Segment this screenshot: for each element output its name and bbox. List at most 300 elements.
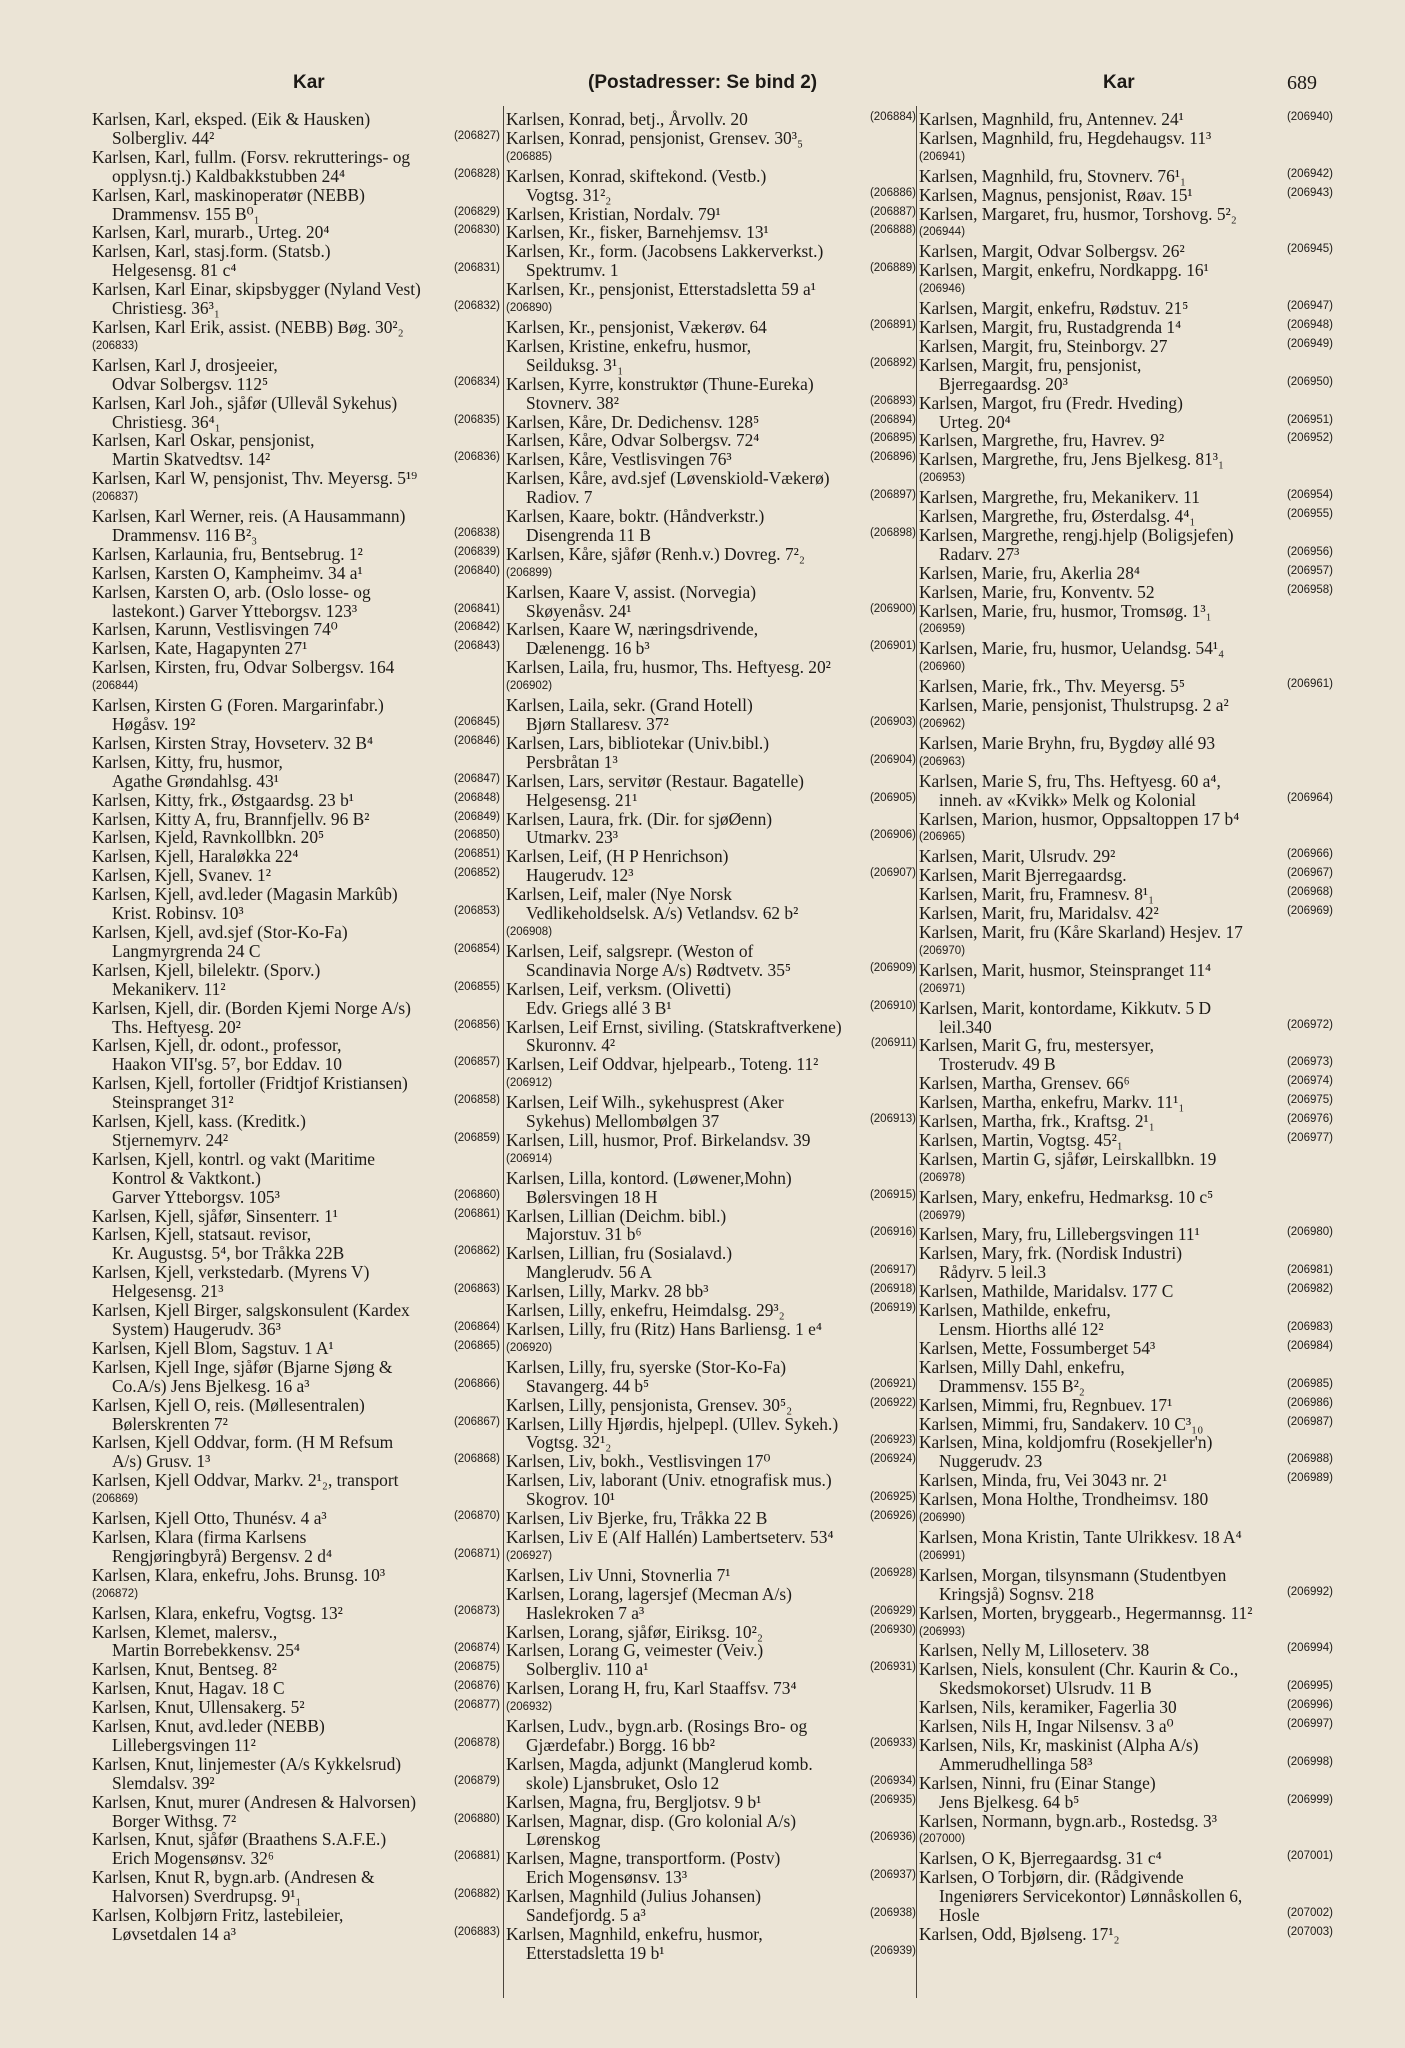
directory-entry (506, 469, 916, 507)
entry-number: (206999) (1286, 1793, 1333, 1806)
directory-column-1 (92, 110, 500, 1990)
entry-line: Karlsen, Magnhild, fru, Antennev. 24¹ (919, 110, 1184, 129)
directory-entry (506, 1207, 916, 1245)
entry-line: Karlsen, Magnhild, fru, Stovnerv. 76¹₁ (919, 165, 1187, 186)
entry-number: (206841) (453, 602, 500, 615)
entry-line: Løvsetdalen 14 a³ (112, 1924, 237, 1944)
entry-number: (206864) (453, 1321, 500, 1333)
entry-line: Karlsen, Kjell, dir. (Borden Kjemi Norge A/s) (92, 997, 411, 1018)
entry-line: Karlsen, Liv, bokh., Vestlisvingen 17⁰ (506, 1451, 771, 1472)
entry-line: Karlsen, Mona Holthe, Trondheimsv. 180 (919, 1489, 1209, 1510)
directory-entry (506, 847, 916, 885)
entry-line: Seilduksg. 3¹₁ (526, 354, 624, 375)
entry-number: (206874) (453, 1642, 500, 1655)
entry-number: (206928) (869, 1566, 916, 1579)
entry-number: (206848) (453, 791, 500, 804)
entry-line: Karlsen, Margit, enkefru, Rødstuv. 21⁵ (919, 298, 1189, 319)
entry-number: (206878) (453, 1736, 500, 1749)
entry-line: Karlsen, Kjell Oddvar, Markv. 2¹₂, transport (92, 1470, 399, 1491)
entry-number: (206973) (1286, 1056, 1333, 1069)
entry-line: Karlsen, Magna, fru, Bergljotsv. 9 b¹ (506, 1791, 762, 1812)
entry-line: Sykehus) Mellombølgen 37 (526, 1111, 720, 1132)
entry-line: Haugerudv. 12³ (526, 865, 634, 886)
directory-entry (919, 1849, 1333, 1868)
directory-entry (92, 1225, 500, 1263)
entry-line: Disengrenda 11 B (526, 524, 651, 545)
directory-entry (92, 1528, 500, 1566)
entry-line: Karlsen, Mary, fru, Lillebergsvingen 11¹ (919, 1224, 1200, 1245)
directory-entry (919, 431, 1333, 450)
entry-line: Karlsen, Karsten O, arb. (Oslo losse- og (92, 581, 371, 602)
entry-line: Karlsen, Knut, Bentseg. 8² (92, 1659, 277, 1680)
entry-number: (206875) (453, 1661, 500, 1674)
entry-number: (206886) (869, 186, 916, 199)
directory-entry (92, 866, 500, 885)
entry-number: (206946) (919, 283, 966, 296)
entry-line: Karlsen, Kristian, Nordalv. 79¹ (506, 203, 721, 224)
entry-line: Slemdalsv. 39² (112, 1772, 215, 1793)
entry-line: Bølerskrenten 7² (112, 1413, 228, 1434)
entry-line: Karlsen, Marit, fru, Framnesv. 8¹₁ (919, 884, 1155, 905)
entry-line: Jens Bjelkesg. 64 b⁵ (939, 1791, 1080, 1812)
directory-entry (919, 1717, 1333, 1736)
entry-number: (206858) (453, 1094, 500, 1107)
directory-entry (92, 242, 500, 280)
entry-number: (206849) (453, 810, 500, 823)
entry-line: Erich Mogensønsv. 32⁶ (112, 1848, 274, 1869)
entry-number: (206989) (1286, 1472, 1333, 1485)
directory-entry (506, 885, 916, 942)
entry-line: Karlsen, Kjell, Svanev. 1² (92, 865, 271, 886)
directory-entry (506, 167, 916, 205)
entry-line: Karlsen, Karl Werner, reis. (A Hausammann) (92, 506, 406, 527)
entry-number: (206881) (453, 1850, 500, 1863)
entry-line: Spektrumv. 1 (526, 260, 619, 281)
entry-line: Karlsen, Kåre, sjåfør (Renh.v.) Dovreg. 7²₂ (506, 543, 805, 564)
entry-line: Karlsen, Marie, fru, husmor, Uelandsg. 54¹₄ (919, 638, 1225, 659)
entry-line: Karlsen, Karsten O, Kampheimv. 34 a¹ (92, 562, 363, 583)
entry-number: (206862) (453, 1245, 500, 1258)
entry-line: Karlsen, Magnhild (Julius Johansen) (506, 1886, 762, 1907)
entry-line: Karlsen, Margot, fru (Fredr. Hveding) (919, 392, 1183, 413)
entry-number: (206942) (1286, 167, 1333, 180)
directory-entry (919, 1868, 1333, 1925)
entry-number: (206833) (92, 339, 139, 352)
entry-number: (206914) (506, 1152, 553, 1165)
directory-entry (506, 810, 916, 848)
entry-number: (206922) (869, 1396, 916, 1409)
entry-number: (206869) (92, 1493, 139, 1506)
directory-entry (92, 1679, 500, 1698)
directory-entry (506, 280, 916, 318)
entry-number: (206909) (869, 961, 916, 974)
entry-line: inneh. av «Kvikk» Melk og Kolonial (939, 789, 1196, 810)
entry-number: (207003) (1286, 1926, 1333, 1938)
directory-entry (919, 507, 1333, 526)
entry-line: Karlsen, Kolbjørn Fritz, lastebileier, (92, 1905, 344, 1926)
entry-number: (206842) (453, 621, 500, 634)
directory-entry (506, 696, 916, 734)
entry-number: (206960) (919, 661, 966, 674)
directory-entry (919, 356, 1333, 394)
entry-line: Christiesg. 36⁴₁ (112, 411, 221, 432)
entry-number: (206866) (453, 1377, 500, 1390)
entry-line: Karlsen, Kirsten Stray, Hovseterv. 32 B⁴ (92, 732, 374, 753)
directory-entry (506, 545, 916, 583)
entry-line: Karlsen, Marit G, fru, mestersyer, (919, 1035, 1154, 1056)
entry-number: (206968) (1286, 886, 1333, 899)
entry-line: Karlsen, Leif, salgsrepr. (Weston of (506, 940, 754, 961)
entry-line: Karlsen, Marit, Ulsrudv. 29² (919, 846, 1116, 867)
directory-entry (92, 1717, 500, 1755)
entry-line: Etterstadsletta 19 b¹ (526, 1942, 665, 1963)
entry-line: Karlsen, Kaare W, næringsdrivende, (506, 619, 759, 640)
entry-number: (206945) (1286, 243, 1333, 256)
entry-line: Karlsen, Morten, bryggearb., Hegermannsg. 11² (919, 1602, 1253, 1623)
entry-number: (207000) (919, 1833, 966, 1846)
directory-entry (92, 1793, 500, 1831)
directory-entry (506, 1887, 916, 1925)
entry-number: (206925) (869, 1491, 916, 1504)
entry-number: (206895) (869, 432, 916, 445)
directory-entry (506, 337, 916, 375)
entry-line: Karlsen, Nelly M, Lilloseterv. 38 (919, 1640, 1150, 1661)
directory-entry (506, 1320, 916, 1358)
entry-line: Karlsen, Kr., pensjonist, Vækerøv. 64 (506, 316, 767, 337)
entry-number: (206944) (919, 226, 966, 239)
entry-line: Karlsen, Kjell Blom, Sagstuv. 1 A¹ (92, 1337, 334, 1358)
directory-entry (919, 394, 1333, 432)
entry-number: (206871) (453, 1547, 500, 1560)
entry-number: (206830) (453, 224, 500, 237)
entry-line: Karlsen, Magnhild, enkefru, husmor, (506, 1924, 763, 1944)
entry-line: Karlsen, Leif, verksm. (Olivetti) (506, 978, 732, 999)
entry-number: (206844) (92, 680, 139, 693)
directory-entry (506, 413, 916, 432)
entry-line: Karlsen, Lars, bibliotekar (Univ.bibl.) (506, 732, 770, 753)
entry-line: Helgesensg. 81 c⁴ (112, 260, 237, 281)
entry-line: Karlsen, Laila, fru, husmor, Ths. Heftyesg. 20² (506, 657, 831, 678)
entry-line: Karlsen, Mona Kristin, Tante Ulrikkesv. 18 A⁴ (919, 1526, 1242, 1547)
entry-line: Karlsen, Odd, Bjølseng. 17¹₂ (919, 1924, 1120, 1944)
entry-line: Mekanikerv. 11² (112, 978, 226, 999)
directory-entry (919, 1774, 1333, 1812)
entry-line: Utmarkv. 23³ (526, 827, 618, 848)
directory-entry (92, 847, 500, 866)
directory-entry (919, 1188, 1333, 1226)
entry-number: (206952) (1286, 432, 1333, 445)
entry-number: (206877) (453, 1699, 500, 1712)
entry-number: (206896) (869, 451, 916, 464)
directory-entry (506, 431, 916, 450)
entry-number: (206927) (506, 1549, 553, 1562)
directory-entry (919, 1036, 1333, 1074)
entry-line: Karlsen, Margit, fru, pensjonist, (919, 354, 1142, 375)
directory-entry (506, 318, 916, 337)
entry-number: (206958) (1286, 583, 1333, 596)
entry-number: (206949) (1286, 337, 1333, 350)
entry-line: opplysn.tj.) Kaldbakkstubben 24⁴ (112, 165, 346, 186)
entry-number: (206935) (869, 1793, 916, 1806)
entry-line: Karlsen, O K, Bjerregaardsg. 31 c⁴ (919, 1848, 1162, 1869)
entry-number: (206899) (506, 566, 553, 579)
entry-number: (206832) (453, 300, 500, 313)
entry-number: (206918) (869, 1283, 916, 1296)
directory-entry (506, 223, 916, 242)
entry-line: Karlsen, Kjell O, reis. (Møllesentralen) (92, 1394, 365, 1415)
entry-line: Drammensv. 155 B⁰₁ (112, 203, 260, 224)
entry-line: Karlsen, Karl Erik, assist. (NEBB) Bøg. 30²₂ (92, 316, 404, 337)
entry-line: Karlsen, Kjeld, Ravnkollbkn. 20⁵ (92, 827, 325, 848)
entry-number: (206911) (870, 1037, 916, 1050)
entry-line: Karlsen, Margrethe, fru, Mekanikerv. 11 (919, 487, 1200, 508)
entry-number: (206950) (1286, 375, 1333, 388)
entry-line: Karlsen, Lilly, fru, syerske (Stor-Ko-Fa) (506, 1356, 787, 1377)
directory-entry (919, 110, 1333, 129)
directory-entry (92, 1830, 500, 1868)
directory-entry (506, 1471, 916, 1509)
entry-number: (206859) (453, 1131, 500, 1144)
entry-line: Karlsen, Mette, Fossumberget 54³ (919, 1337, 1156, 1358)
directory-entry (919, 734, 1333, 772)
entry-number: (206917) (869, 1264, 916, 1277)
entry-number: (206861) (453, 1207, 500, 1220)
entry-number: (206868) (453, 1453, 500, 1466)
entry-line: Karlsen, Mathilde, enkefru, (919, 1300, 1111, 1321)
directory-entry (919, 1396, 1333, 1415)
directory-entry (92, 1036, 500, 1074)
entry-line: Karlsen, Leif Ernst, siviling. (Statskraftverkene) (506, 1016, 842, 1037)
entry-number: (206837) (92, 491, 139, 504)
entry-line: Karlsen, Klara (firma Karlsens (92, 1526, 307, 1547)
entry-line: Karlsen, Karl, eksped. (Eik & Hausken) (92, 110, 371, 129)
entry-line: Karlsen, Morgan, tilsynsmann (Studentbyen (919, 1564, 1227, 1585)
directory-entry (506, 1812, 916, 1850)
directory-entry (506, 1396, 916, 1415)
entry-number: (206937) (869, 1869, 916, 1882)
directory-entry (919, 1433, 1333, 1471)
directory-entry (92, 1396, 500, 1434)
entry-number: (206965) (919, 831, 966, 844)
entry-line: Lensm. Hiorths allé 12² (939, 1319, 1104, 1339)
entry-line: Helgesensg. 21¹ (526, 789, 638, 810)
directory-entry (506, 772, 916, 810)
directory-entry (92, 186, 500, 224)
directory-entry (506, 942, 916, 980)
entry-number: (206943) (1286, 186, 1333, 199)
entry-line: Solbergliv. 110 a¹ (526, 1659, 649, 1680)
entry-line: Helgesensg. 21³ (112, 1281, 224, 1302)
directory-entry (919, 602, 1333, 640)
header-right-keyword: Kar (1103, 72, 1135, 93)
entry-number: (206876) (453, 1680, 500, 1693)
directory-entry (92, 620, 500, 639)
entry-number: (206897) (869, 489, 916, 502)
entry-line: Haakon VII'sg. 5⁷, bor Eddav. 10 (112, 1054, 342, 1075)
directory-entry (919, 1471, 1333, 1490)
directory-entry (92, 431, 500, 469)
entry-number: (206856) (453, 1018, 500, 1031)
entry-number: (206843) (453, 640, 500, 653)
directory-entry (92, 696, 500, 734)
directory-entry (92, 753, 500, 791)
entry-line: Gjærdefabr.) Borgg. 16 bb² (526, 1734, 715, 1755)
entry-number: (206920) (506, 1341, 553, 1354)
entry-number: (206879) (453, 1774, 500, 1787)
entry-number: (206988) (1286, 1453, 1333, 1466)
entry-line: Bjerregaardsg. 20³ (939, 373, 1068, 394)
entry-line: Karlsen, Kjell Oddvar, form. (H M Refsum (92, 1432, 394, 1453)
entry-number: (206995) (1286, 1680, 1333, 1693)
entry-line: Karlsen, Kjell, avd.leder (Magasin Markûb) (92, 884, 398, 905)
entry-number: (206880) (453, 1812, 500, 1825)
directory-entry (506, 375, 916, 413)
entry-line: Karlsen, Konrad, pensjonist, Grensev. 30³₅ (506, 127, 804, 148)
entry-line: Karlsen, Karl, maskinoperatør (NEBB) (92, 184, 365, 205)
entry-number: (206924) (869, 1453, 916, 1466)
entry-line: Karlsen, Kåre, Odvar Solbergsv. 72⁴ (506, 430, 760, 451)
entry-line: Karlsen, Kr., fisker, Barnehjemsv. 13¹ (506, 222, 769, 243)
entry-number: (206888) (869, 224, 916, 237)
entry-number: (206975) (1286, 1094, 1333, 1107)
directory-entry (919, 1641, 1333, 1660)
entry-number: (206860) (453, 1188, 500, 1201)
entry-line: Karlsen, Knut, avd.leder (NEBB) (92, 1716, 325, 1737)
entry-line: Karlsen, Karl Einar, skipsbygger (Nyland Vest) (92, 279, 421, 300)
entry-line: Karlsen, Mimmi, fru, Regnbuev. 17¹ (919, 1394, 1173, 1415)
entry-line: Skuronnv. 4² (526, 1035, 616, 1056)
entry-number: (206976) (1286, 1113, 1333, 1126)
directory-column-3 (919, 110, 1333, 1990)
entry-line: leil.340 (939, 1016, 992, 1037)
entry-number: (206947) (1286, 300, 1333, 313)
entry-number: (206839) (453, 545, 500, 558)
directory-entry (92, 923, 500, 961)
directory-column-2 (506, 110, 916, 1990)
entry-line: Karlsen, Magnhild, fru, Hegdehaugsv. 11³ (919, 127, 1212, 148)
directory-entry (506, 980, 916, 1018)
directory-entry (92, 1509, 500, 1528)
directory-entry (506, 1509, 916, 1528)
entry-line: Vogtsg. 32¹₂ (526, 1432, 612, 1453)
entry-line: Ingeniørers Servicekontor) Lønnåskollen 6, (939, 1886, 1243, 1907)
entry-line: Karlsen, Karl W, pensjonist, Thv. Meyersg. 5¹⁹ (92, 468, 418, 489)
entry-line: Karlsen, Normann, bygn.arb., Rostedsg. 3³ (919, 1810, 1217, 1831)
entry-number: (206953) (919, 472, 966, 485)
directory-entry (92, 734, 500, 753)
entry-line: Karlsen, Magda, adjunkt (Manglerud komb. (506, 1753, 813, 1774)
entry-line: Karlsen, Niels, konsulent (Chr. Kaurin & Co., (919, 1659, 1239, 1680)
directory-entry (506, 242, 916, 280)
entry-line: Karlsen, Kitty, fru, husmor, (92, 751, 283, 772)
directory-entry (919, 242, 1333, 261)
directory-entry (92, 1471, 500, 1509)
entry-line: Karlsen, Nils, Kr, maskinist (Alpha A/s) (919, 1734, 1199, 1755)
entry-number: (206936) (869, 1831, 916, 1844)
entry-number: (206836) (453, 451, 500, 464)
entry-line: Karlsen, Margrethe, fru, Havrev. 9² (919, 430, 1165, 451)
directory-entry (506, 450, 916, 469)
entry-line: Karlsen, Lars, servitør (Restaur. Bagatelle) (506, 770, 804, 791)
directory-entry (919, 1339, 1333, 1358)
directory-entry (92, 280, 500, 318)
header-center-note: (Postadresser: Se bind 2) (588, 72, 818, 93)
directory-entry (919, 885, 1333, 904)
entry-number: (206840) (453, 564, 500, 577)
entry-number: (206834) (453, 375, 500, 388)
entry-number: (206829) (453, 205, 500, 218)
entry-line: Karlsen, Laura, frk. (Dir. for sjøØenn) (506, 808, 773, 829)
entry-number: (206898) (869, 526, 916, 539)
directory-entry (919, 1112, 1333, 1131)
entry-number: (206951) (1286, 413, 1333, 426)
directory-entry (919, 1244, 1333, 1282)
entry-line: Ammerudhellinga 58³ (939, 1753, 1093, 1774)
directory-entry (506, 1131, 916, 1169)
entry-number: (206882) (453, 1888, 500, 1901)
entry-line: Karlsen, Margaret, fru, husmor, Torshovg. 5²₂ (919, 203, 1237, 224)
entry-line: Edv. Griegs allé 3 B¹ (526, 997, 672, 1018)
directory-entry (92, 639, 500, 658)
entry-line: Karlsen, Klara, enkefru, Johs. Brunsg. 10³ (92, 1564, 386, 1585)
directory-entry (506, 658, 916, 696)
entry-line: Karlsen, Mathilde, Maridalsv. 177 C (919, 1281, 1174, 1302)
entry-number: (206964) (1286, 791, 1333, 804)
directory-entry (506, 1717, 916, 1755)
directory-entry (919, 1150, 1333, 1188)
directory-entry (92, 1566, 500, 1604)
entry-number: (206982) (1286, 1283, 1333, 1296)
entry-number: (206985) (1286, 1377, 1333, 1390)
entry-number: (206966) (1286, 848, 1333, 861)
directory-entry (506, 1641, 916, 1679)
directory-entry (506, 1018, 916, 1056)
entry-line: Ths. Heftyesg. 20² (112, 1016, 241, 1037)
entry-number: (206894) (869, 413, 916, 426)
directory-entry (506, 1282, 916, 1301)
entry-line: Radarv. 27³ (939, 543, 1020, 564)
entry-number: (206884) (869, 111, 916, 123)
entry-line: Karlsen, Lilly, Markv. 28 bb³ (506, 1281, 709, 1302)
entry-number: (206852) (453, 867, 500, 880)
entry-number: (206910) (869, 999, 916, 1012)
entry-line: Stavangerg. 44 b⁵ (526, 1375, 650, 1396)
entry-number: (206838) (453, 526, 500, 539)
entry-line: Karlsen, Martha, Grensev. 66⁶ (919, 1073, 1130, 1094)
entry-line: Karlsen, Kr., form. (Jacobsens Lakkerverkst.) (506, 241, 824, 262)
entry-line: Karlsen, Konrad, betj., Årvollv. 20 (506, 110, 748, 129)
entry-number: (206980) (1286, 1226, 1333, 1239)
directory-entry (919, 129, 1333, 167)
directory-entry (506, 1169, 916, 1207)
entry-line: Garver Ytteborgsv. 105³ (112, 1186, 280, 1207)
entry-line: Karlsen, Leif Wilh., sykehusprest (Aker (506, 1092, 784, 1113)
directory-entry (919, 261, 1333, 299)
entry-number: (206890) (506, 302, 553, 315)
entry-number: (206955) (1286, 508, 1333, 521)
entry-line: Karlsen, Lilly, enkefru, Heimdalsg. 29³₂ (506, 1300, 785, 1321)
entry-number: (206854) (453, 942, 500, 955)
directory-entry (506, 583, 916, 621)
entry-line: Karlsen, Kjell, dr. odont., professor, (92, 1035, 342, 1056)
entry-line: Karlsen, Marion, husmor, Oppsaltoppen 17 b⁴ (919, 808, 1240, 829)
entry-line: Karlsen, Lorang G, veimester (Veiv.) (506, 1640, 764, 1661)
directory-entry (506, 129, 916, 167)
entry-number: (206873) (453, 1604, 500, 1617)
entry-line: Karlsen, Lilly Hjørdis, hjelpepl. (Ullev. Sykeh.) (506, 1413, 839, 1434)
entry-line: Karlsen, Kjell, verkstedarb. (Myrens V) (92, 1262, 370, 1283)
entry-line: Karlsen, Leif, maler (Nye Norsk (506, 884, 732, 905)
